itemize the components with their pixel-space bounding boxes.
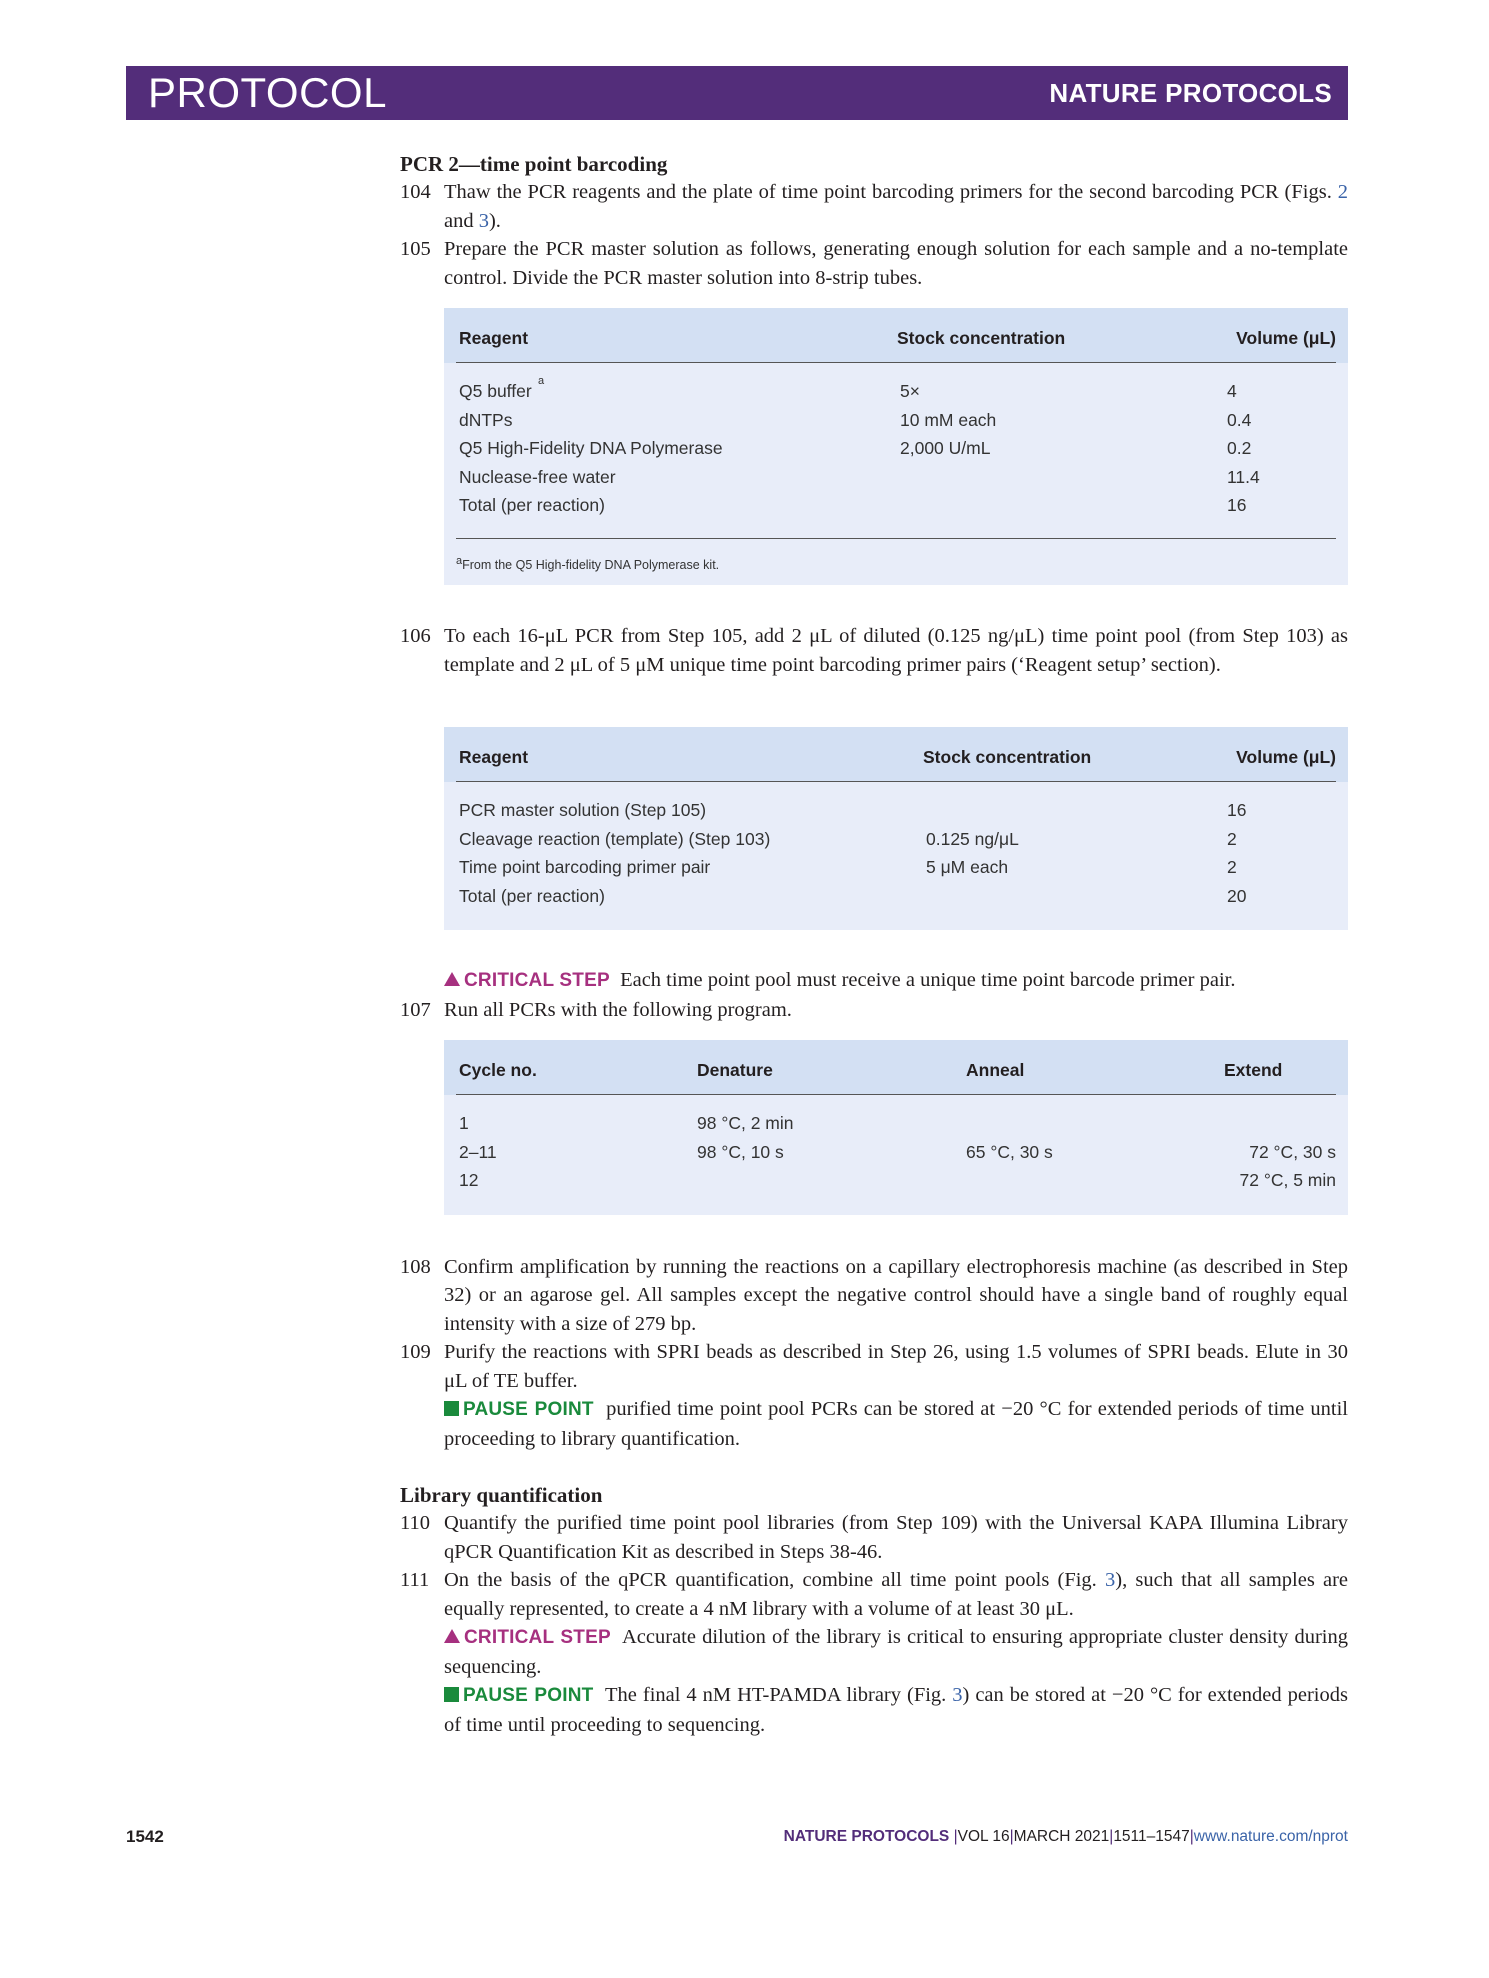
table-cell: 2 [1227,828,1237,849]
figure-link[interactable]: 3 [478,209,489,232]
table-cell: Q5 buffer [459,381,532,401]
table-cell: 1 [459,1113,469,1133]
footer-citation: NATURE PROTOCOLS |VOL 16|MARCH 2021|1511–1547|www.nature.com/nprot [783,1828,1348,1845]
table-cell: 11.4 [1227,466,1260,487]
column-header: Reagent [459,747,529,767]
footer-pages: 1511–1547 [1113,1828,1190,1845]
step-number: 107 [400,998,431,1021]
table-footnote [456,538,1336,586]
table-cell: 0.4 [1227,409,1252,430]
step-text: ), such that all samples are equally represented, to create a 4 nM library with a volume of at least 30 μL. [444,1569,1349,1620]
page-header [126,66,1348,120]
table-row [444,459,1348,488]
pause-point-text: The final 4 nM HT-PAMDA library (Fig. [605,1684,953,1706]
table-body [444,782,1348,906]
footer-date: MARCH 2021 [1013,1828,1110,1845]
column-header: Volume (μL) [1236,747,1336,767]
step-text: and [444,209,479,232]
table-cell: 98 °C, 10 s [697,1141,784,1162]
main-content [400,150,1348,1739]
step-105 [400,235,1348,292]
table-cell: 5× [900,381,920,401]
table-cell: 2,000 U/mL [900,438,991,458]
critical-step-label: CRITICAL STEP [464,970,610,991]
table-cell: 4 [1227,381,1237,401]
step-106 [400,622,1348,679]
table-cell: 72 °C, 5 min [1239,1170,1336,1190]
step-text: To each 16-μL PCR from Step 105, add 2 μL of diluted (0.125 ng/μL) time point pool (from Step 103) as template and 2 μL of 5 μM unique time point barcoding primer pairs (‘Reagent setup’ section). [444,625,1348,676]
step-text: Run all PCRs with the following program. [444,998,792,1021]
pause-point-note [400,1395,1348,1453]
footer-url-link[interactable]: www.nature.com/nprot [1193,1828,1348,1845]
critical-step-text: Each time point pool must receive a unique time point barcode primer pair. [620,969,1236,991]
footnote-marker: a [456,554,463,567]
pause-square-icon [444,1687,459,1702]
pause-point-label: PAUSE POINT [463,1399,594,1420]
table-cell: Total (per reaction) [459,885,605,906]
table-cell: 16 [1227,800,1247,820]
step-text: Prepare the PCR master solution as follows, generating enough solution for each sample and a no-template control. Divide the PCR master solution into 8-strip tubes. [444,238,1348,289]
critical-step-note [400,1623,1348,1681]
table-cell: 0.125 ng/μL [926,828,1019,849]
table-cell: 12 [459,1170,479,1190]
table-cell: 98 °C, 2 min [697,1113,794,1133]
table-row [444,1162,1348,1191]
column-header: Stock concentration [923,747,1092,767]
section-heading-library-quantification: Library quantification [400,1483,603,1507]
table-cell: 16 [1227,495,1247,515]
table-header [456,727,1336,782]
table-cell: 5 μM each [926,857,1009,877]
footer-journal: NATURE PROTOCOLS [783,1828,950,1845]
table-cell: 2 [1227,857,1237,877]
table-row [444,849,1348,878]
table-cell: Time point barcoding primer pair [459,857,711,877]
step-number: 111 [400,1569,430,1591]
table-cell: Cleavage reaction (template) (Step 103) [459,828,771,849]
table-row [444,1134,1348,1163]
step-number: 105 [400,238,431,260]
step-110 [400,1509,1348,1566]
warning-triangle-icon [444,1629,460,1643]
column-header: Denature [697,1060,773,1080]
pause-point-text: purified time point pool PCRs can be stored at −20 °C for extended periods of time until proceeding to library quantification. [444,1398,1349,1450]
step-text: Quantify the purified time point pool libraries (from Step 109) with the Universal KAPA Illumina Library qPCR Quantification Kit as described in Steps 38-46. [444,1512,1348,1563]
table-pcr-master-solution [444,308,1348,585]
page-number: 1542 [126,1827,164,1846]
table-row [444,430,1348,459]
table-row [444,402,1348,431]
table-cell: Total (per reaction) [459,495,605,515]
table-pcr-program [444,1040,1348,1215]
header-section-label: PROTOCOL [148,69,387,116]
table-header [456,308,1336,363]
table-row [444,1105,1348,1134]
column-header: Stock concentration [897,328,1066,348]
table-cell: Nuclease-free water [459,466,616,487]
figure-link[interactable]: 3 [1105,1569,1116,1591]
table-pcr-reaction [444,727,1348,930]
header-journal-name: NATURE PROTOCOLS [1049,78,1332,108]
footnote-text: From the Q5 High-fidelity DNA Polymerase kit. [462,557,720,572]
step-104 [400,178,1348,235]
pause-square-icon [444,1401,459,1416]
table-row [444,821,1348,850]
step-number: 106 [400,625,431,647]
table-body [444,363,1348,516]
step-107 [400,996,1348,1025]
pause-point-label: PAUSE POINT [463,1685,594,1706]
column-header: Extend [1224,1060,1283,1080]
column-header: Reagent [459,328,529,348]
section-heading-pcr2: PCR 2—time point barcoding [400,152,668,176]
step-text: Thaw the PCR reagents and the plate of time point barcoding primers for the second barcoding PCR (Figs. [444,181,1338,203]
footer-volume: VOL 16 [957,1828,1010,1845]
step-text: Purify the reactions with SPRI beads as described in Step 26, using 1.5 volumes of SPRI beads. Elute in 30 μL of TE buffer. [444,1341,1348,1392]
step-text: On the basis of the qPCR quantification, combine all time point pools (Fig. [444,1569,1105,1591]
step-108 [400,1253,1348,1339]
step-number: 110 [400,1512,430,1534]
critical-step-note [400,966,1348,996]
step-text: Confirm amplification by running the reactions on a capillary electrophoresis machine (as described in Step 32) or an agarose gel. All samples except the negative control should have a single band of roughly equal intensity with a size of 279 bp. [444,1255,1348,1335]
column-header: Anneal [966,1060,1025,1080]
figure-link[interactable]: 2 [1337,181,1348,203]
pause-point-text: ) can be stored at −20 °C for extended periods of time until proceeding to sequencing. [444,1684,1348,1736]
table-header [456,1040,1336,1095]
warning-triangle-icon [444,972,460,986]
step-111 [400,1566,1348,1623]
table-cell: 10 mM each [900,409,997,430]
step-number: 104 [400,181,431,203]
table-cell: 0.2 [1227,438,1252,458]
step-109 [400,1338,1348,1395]
step-number: 108 [400,1255,431,1278]
critical-step-text: Accurate dilution of the library is critical to ensuring appropriate cluster density during sequencing. [444,1626,1348,1678]
table-body [444,1095,1348,1191]
step-number: 109 [400,1341,431,1363]
table-cell: PCR master solution (Step 105) [459,800,707,820]
figure-link[interactable]: 3 [952,1684,963,1706]
pause-point-note [400,1681,1348,1739]
table-cell: Q5 High-Fidelity DNA Polymerase [459,438,723,458]
table-cell: dNTPs [459,409,513,430]
table-cell: 20 [1227,885,1247,906]
column-header: Cycle no. [459,1060,537,1080]
table-cell: 2–11 [459,1141,497,1162]
table-cell: 72 °C, 30 s [1249,1141,1336,1162]
table-row [444,878,1348,907]
table-row [444,792,1348,821]
table-row [444,487,1348,516]
table-row: Q5 buffer a 5× 4 [444,373,1348,402]
critical-step-label: CRITICAL STEP [464,1627,611,1648]
step-text: ). [488,209,501,232]
table-cell: 65 °C, 30 s [966,1141,1053,1162]
column-header: Volume (μL) [1236,328,1336,348]
